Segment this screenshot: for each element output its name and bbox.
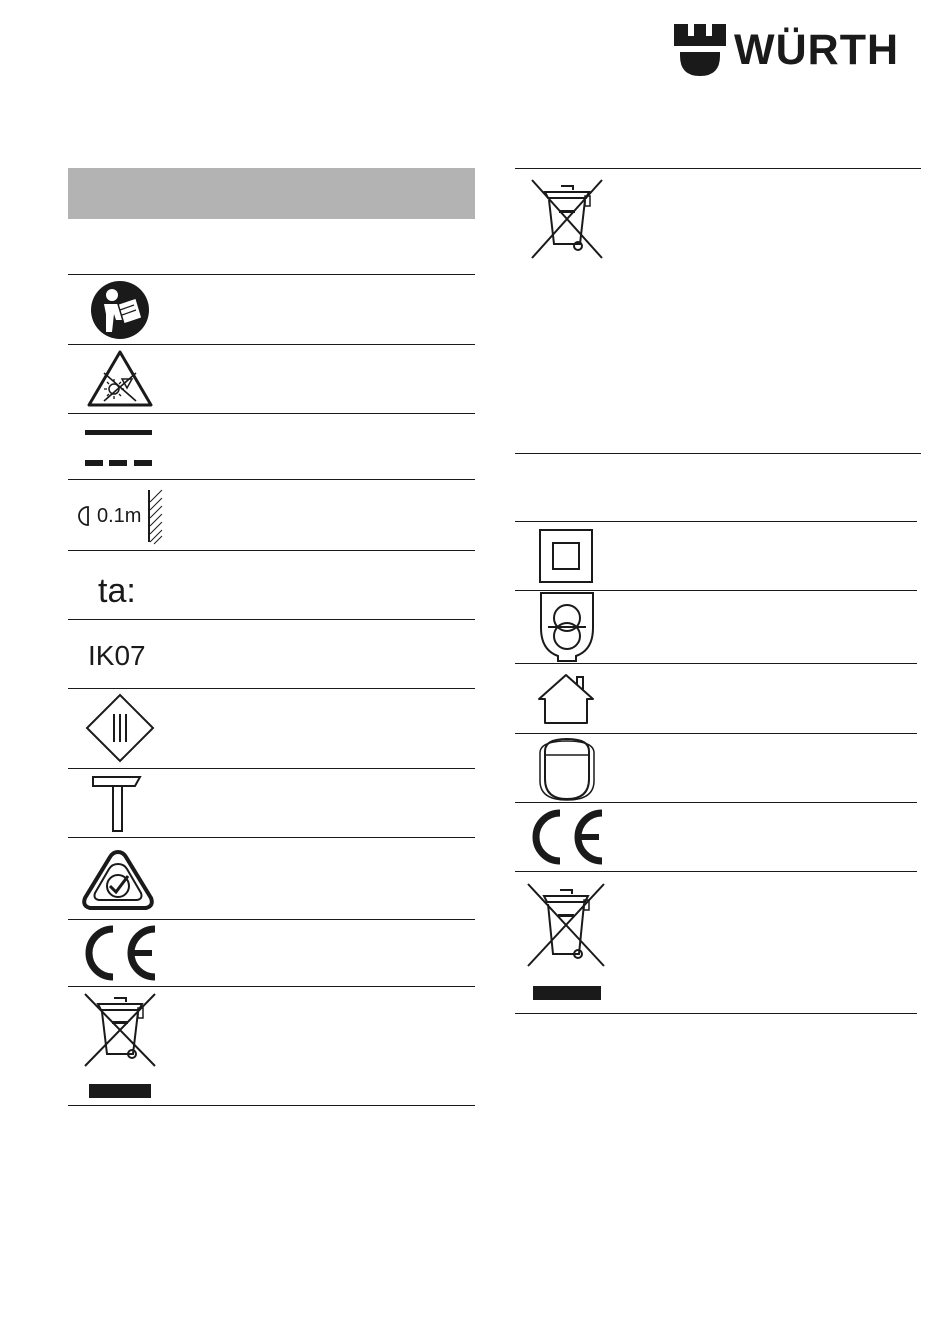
row-divider bbox=[68, 274, 475, 275]
row-divider bbox=[68, 344, 475, 345]
row-divider bbox=[68, 479, 475, 480]
row-divider bbox=[68, 837, 475, 838]
row-divider bbox=[515, 733, 917, 734]
row-divider bbox=[68, 768, 475, 769]
hammer-icon bbox=[92, 775, 144, 833]
row-divider bbox=[68, 619, 475, 620]
row-divider bbox=[68, 688, 475, 689]
ce-mark-icon bbox=[80, 924, 160, 982]
row-divider bbox=[515, 1013, 917, 1014]
row-divider bbox=[515, 168, 921, 169]
weee-bin-icon bbox=[528, 884, 604, 1002]
row-divider bbox=[68, 919, 475, 920]
row-divider bbox=[515, 590, 917, 591]
row-divider bbox=[515, 521, 917, 522]
rcm-mark-icon bbox=[80, 848, 156, 912]
min-distance-icon bbox=[78, 488, 166, 544]
row-divider bbox=[515, 802, 917, 803]
read-manual-icon bbox=[90, 280, 150, 340]
table-header-bar bbox=[68, 168, 475, 219]
row-divider bbox=[68, 986, 475, 987]
row-divider bbox=[515, 871, 917, 872]
brand-logo bbox=[672, 22, 917, 78]
brand-name: WÜRTH bbox=[734, 26, 900, 74]
wurth-emblem-icon bbox=[672, 22, 728, 78]
impact-rating-label: IK07 bbox=[88, 640, 146, 671]
row-divider bbox=[68, 550, 475, 551]
protection-class-iii-icon bbox=[84, 692, 156, 764]
safety-transformer-icon bbox=[540, 592, 594, 662]
weee-bin-icon bbox=[530, 180, 604, 260]
protection-class-ii-icon bbox=[539, 529, 593, 583]
ambient-temperature-label: ta: bbox=[98, 572, 136, 610]
row-divider bbox=[515, 663, 917, 664]
min-distance-label: 0.1m bbox=[97, 505, 142, 527]
safety-shield-icon bbox=[539, 737, 595, 801]
direct-current-icon bbox=[85, 428, 153, 470]
weee-bin-icon bbox=[82, 992, 158, 1100]
ce-mark-icon bbox=[527, 808, 607, 866]
row-divider bbox=[68, 413, 475, 414]
row-divider bbox=[515, 453, 921, 454]
no-direct-light-warning-icon bbox=[86, 349, 154, 409]
row-divider bbox=[68, 1105, 475, 1106]
indoor-use-icon bbox=[537, 673, 595, 725]
